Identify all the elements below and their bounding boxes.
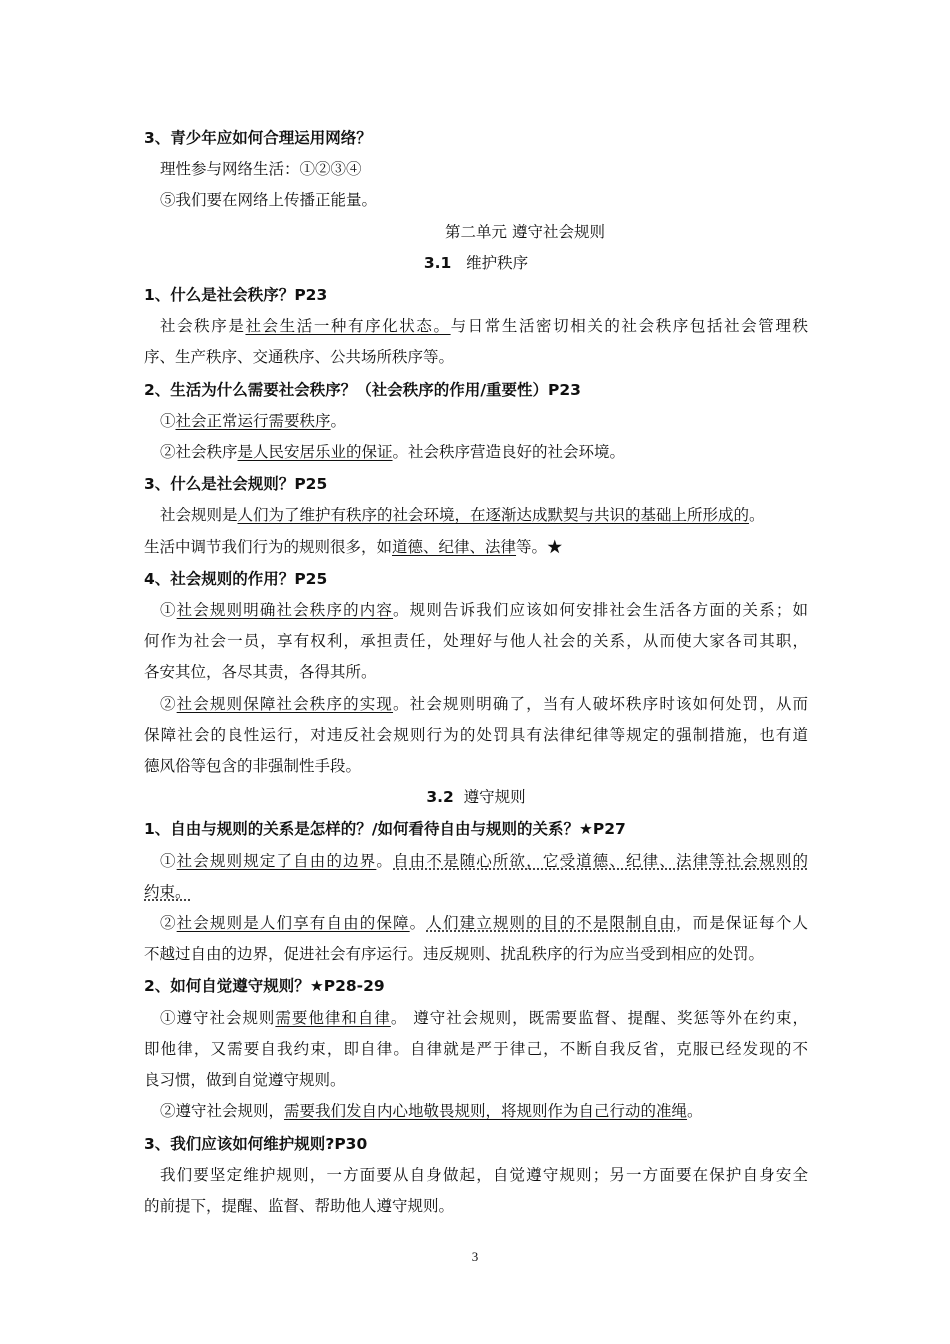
question-text: 、什么是社会规则？ (154, 474, 295, 494)
question-heading (144, 970, 808, 1002)
answer-line: 保障社会的良性运行，对违反社会规则行为的处罚具有法律纪律等规定的强制措施，也有道 (144, 725, 808, 744)
answer-text: 生活中调节我们行为的规则很多，如 (144, 537, 393, 556)
answer-text: ②社会秩序 (160, 443, 238, 462)
answer-line (144, 1003, 808, 1034)
key-point: 需要我们发自内心地敬畏规则，将规则作为自己行动的准绳 (284, 1102, 688, 1121)
answer-text: ① (160, 851, 177, 870)
answer-line: 德风俗等包含的非强制性手段。 (144, 757, 362, 776)
answer-text: ①遵守社会规则 (160, 1008, 276, 1027)
slash: / (480, 380, 486, 399)
document-page (144, 122, 808, 1222)
answer-text: ② (160, 694, 177, 713)
answer-text: 。 (330, 411, 347, 430)
answer-text: 。 (409, 914, 427, 933)
question-heading (144, 122, 808, 154)
answer-text: 。 (687, 1102, 703, 1121)
answer-line: 理性参与网络生活：①②③④ (160, 160, 362, 179)
section-name: 遵守规则 (463, 788, 526, 807)
key-point: 社会生活一种有序化状态。 (245, 317, 451, 336)
question-heading (144, 563, 808, 595)
section-number: 3.1 (423, 253, 452, 272)
answer-line (144, 908, 808, 939)
answer-text: 。社会秩序营造良好的社会环境。 (392, 443, 626, 462)
section-title (144, 782, 808, 813)
key-point: 社会规则明确社会秩序的内容 (176, 601, 394, 620)
answer-line (144, 406, 808, 437)
section-title (144, 248, 808, 279)
answer-text: ，而是保证每个人 (675, 914, 808, 933)
answer-text: ① (160, 601, 177, 620)
question-heading (144, 813, 808, 845)
question-number: 2 (144, 977, 155, 996)
answer-text: 等。★ (516, 537, 563, 556)
key-point-dotted: 人们建立规则的目的不是限制自由 (426, 914, 676, 933)
unit-title: 第二单元 遵守社会规则 (445, 222, 605, 241)
question-text: 、什么是社会秩序？ (154, 285, 295, 305)
answer-text: ① (160, 411, 176, 430)
question-text: 、青少年应如何合理运用网络？ (154, 128, 372, 147)
answer-line (144, 846, 808, 877)
page-number: 3 (471, 1249, 479, 1264)
question-number: 4 (144, 569, 155, 588)
question-heading (144, 279, 808, 311)
question-number: 1 (144, 820, 155, 839)
answer-line: 序、生产秩序、交通秩序、公共场所秩序等。 (144, 348, 455, 367)
section-number: 3.2 (426, 788, 454, 807)
page-reference: P30 (334, 1134, 368, 1153)
answer-text: 。 (376, 851, 394, 870)
key-point: 是人民安居乐业的保证 (237, 443, 393, 462)
question-heading (144, 1128, 808, 1160)
answer-line: 的前提下，提醒、监督、帮助他人遵守规则。 (144, 1196, 455, 1215)
answer-text: 。规则告诉我们应该如何安排社会生活各方面的关系；如 (393, 601, 808, 620)
key-point: 社会规则保障社会秩序的实现 (176, 694, 394, 713)
question-mark: ? (325, 1134, 335, 1153)
key-point: 社会规则规定了自由的边界 (176, 851, 377, 870)
answer-line: 何作为社会一员，享有权利，承担责任，处理好与他人社会的关系，从而使大家各司其职， (144, 632, 808, 651)
question-text: 、如何自觉遵守规则？ (154, 976, 310, 996)
question-number: 3 (144, 475, 155, 494)
page-reference: ★P27 (579, 820, 626, 839)
answer-line (144, 532, 808, 563)
question-text: 、社会规则的作用？ (154, 568, 295, 588)
key-point: 需要他律和自律 (275, 1008, 391, 1027)
question-text: 如何看待自由与规则的关系？ (377, 819, 579, 839)
answer-line (144, 500, 808, 531)
question-text: 、生活为什么需要社会秩序？（社会秩序的作用 (154, 379, 481, 399)
key-point: 道德、纪律、法律 (392, 537, 517, 556)
answer-text: 。 遵守社会规则，既需要监督、提醒、奖惩等外在约束， (390, 1008, 808, 1027)
answer-line (144, 877, 808, 908)
answer-line (144, 1096, 808, 1127)
key-point: 社会规则是人们享有自由的保障 (176, 914, 410, 933)
answer-line (144, 595, 808, 626)
page-reference: P25 (294, 475, 328, 494)
question-number: 3 (144, 129, 155, 147)
section-name: 维护秩序 (466, 253, 529, 272)
page-reference: P23 (294, 286, 328, 305)
answer-line (144, 437, 808, 468)
key-point: 社会正常运行需要秩序 (175, 411, 331, 430)
answer-text: 。社会规则明确了，当有人破坏秩序时该如何处罚，从而 (393, 694, 808, 713)
answer-line: 即他律，又需要自我约束，即自律。自律就是严于律己，不断自我反省，克服已经发现的不 (144, 1039, 808, 1058)
answer-line: 各安其位，各尽其责，各得其所。 (144, 663, 377, 682)
answer-text: 社会秩序是 (160, 317, 246, 336)
page-reference: ★P28-29 (309, 977, 385, 996)
answer-text: ②遵守社会规则， (160, 1102, 285, 1121)
answer-text: 与日常生活密切相关的社会秩序包括社会管理秩 (450, 317, 808, 336)
answer-text: 。 (749, 506, 765, 525)
answer-line (144, 311, 808, 342)
question-heading (144, 374, 808, 406)
answer-line: 不越过自由的边界，促进社会有序运行。违反规则、扰乱秩序的行为应当受到相应的处罚。 (144, 945, 765, 964)
answer-text: ② (160, 914, 177, 933)
question-heading (144, 468, 808, 500)
key-point-dotted: 自由不是随心所欲，它受道德、纪律、法律等社会规则的 (393, 851, 808, 870)
page-reference: P23 (548, 380, 581, 399)
answer-text: 社会规则是 (160, 506, 238, 525)
answer-line: 我们要坚定维护规则，一方面要从自身做起，自觉遵守规则；另一方面要在保护自身安全 (160, 1165, 808, 1184)
question-text: 、我们应该如何维护规则 (154, 1133, 326, 1153)
question-number: 1 (144, 286, 155, 305)
answer-line: ⑤我们要在网络上传播正能量。 (160, 191, 378, 210)
slash: / (371, 820, 378, 839)
key-point-dotted: 约束。 (144, 882, 191, 901)
page-reference: P25 (294, 569, 328, 588)
answer-line: 良习惯，做到自觉遵守规则。 (144, 1071, 346, 1090)
key-point: 人们为了维护有秩序的社会环境，在逐渐达成默契与共识的基础上所形成的 (237, 506, 750, 525)
question-text: 、自由与规则的关系是怎样的？ (154, 819, 372, 839)
answer-line (144, 689, 808, 720)
question-number: 3 (144, 1134, 155, 1153)
question-number: 2 (144, 380, 155, 399)
question-text: 重要性） (485, 379, 548, 399)
